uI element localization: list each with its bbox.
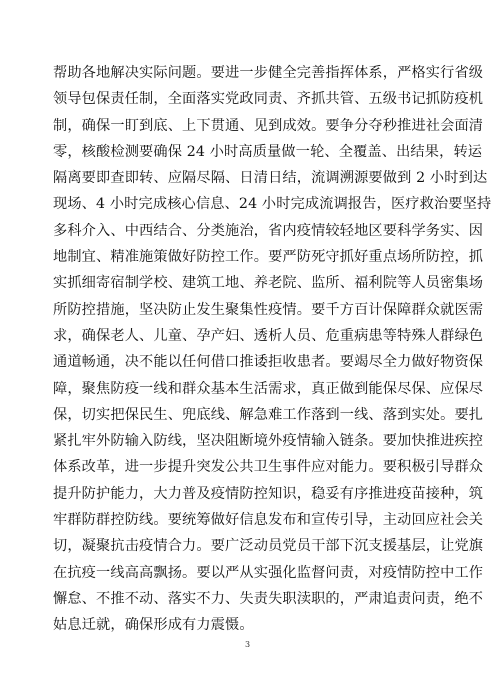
text-line: 多科介入、中西结合、分类施治，省内疫情较轻地区要科学务实、因 (53, 222, 484, 239)
text-line: 制，确保一盯到底、上下贯通、见到成效。要争分夺秒推进社会面清 (53, 117, 484, 134)
text-line: 懈怠、不推不动、落实不力、失责失职渎职的，严肃追责问责，绝不 (53, 590, 484, 607)
text-line: 隔离要即查即转、应隔尽隔、日清日结，流调溯源要做到 2 小时到达 (53, 170, 488, 187)
text-line: 所防控措施，坚决防止发生聚集性疫情。要千方百计保障群众就医需 (53, 301, 484, 318)
text-line: 体系改革，进一步提升突发公共卫生事件应对能力。要积极引导群众 (53, 459, 484, 476)
text-line: 保，切实把保民生、兜底线、解急难工作落到一线、落到实处。要扎 (53, 406, 484, 423)
text-line: 实抓细寄宿制学校、建筑工地、养老院、监所、福利院等人员密集场 (53, 275, 484, 292)
text-line: 零，核酸检测要确保 24 小时高质量做一轮、全覆盖、出结果，转运 (53, 143, 483, 160)
text-line: 通道畅通，决不能以任何借口推诿拒收患者。要竭尽全力做好物资保 (53, 354, 484, 371)
text-line: 在抗疫一线高高飘扬。要以严从实强化监督问责，对疫情防控中工作 (53, 564, 484, 581)
text-line: 牢群防群控防线。要统筹做好信息发布和宣传引导，主动回应社会关 (53, 512, 484, 529)
text-line: 提升防护能力，大力普及疫情防控知识，稳妥有序推进疫苗接种，筑 (53, 485, 484, 502)
text-line: 障，聚焦防疫一线和群众基本生活需求，真正做到能保尽保、应保尽 (53, 380, 484, 397)
text-line: 帮助各地解决实际问题。要进一步健全完善指挥体系，严格实行省级 (53, 65, 484, 81)
text-line: 切，凝聚抗击疫情合力。要广泛动员党员干部下沉支援基层，让党旗 (53, 538, 484, 555)
text-line: 地制宜、精准施策做好防控工作。要严防死守抓好重点场所防控，抓 (53, 249, 484, 266)
text-line: 领导包保责任制，全面落实党政同责、齐抓共管、五级书记抓防疫机 (53, 91, 484, 108)
page-number: 3 (244, 640, 251, 649)
text-line: 现场、4 小时完成核心信息、24 小时完成流调报告，医疗救治要坚持 (53, 196, 492, 213)
text-line: 紧扎牢外防输入防线，坚决阻断境外疫情输入链条。要加快推进疾控 (53, 433, 484, 450)
text-line: 姑息迁就，确保形成有力震慑。 (53, 617, 254, 634)
text-line: 求，确保老人、儿童、孕产妇、透析人员、危重病患等特殊人群绿色 (53, 327, 484, 344)
body-paragraph (53, 60, 492, 639)
